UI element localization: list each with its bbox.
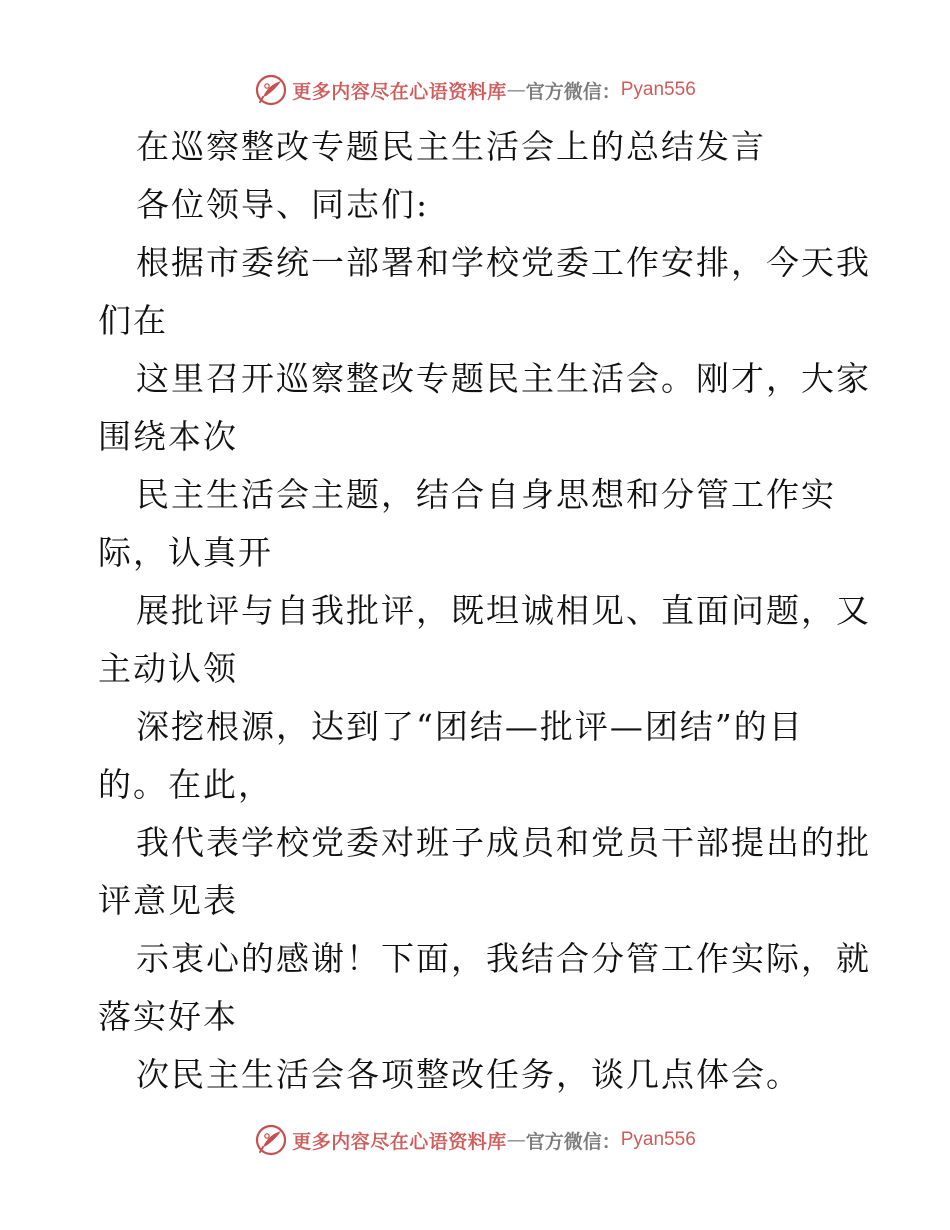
salutation: 各位领导、同志们: xyxy=(136,185,430,224)
paragraph-line: 评意见表 xyxy=(98,881,238,920)
header-separator: — xyxy=(506,79,526,101)
paragraph-line: 落实好本 xyxy=(98,997,238,1036)
paragraph-line: 民主生活会主题，结合自身思想和分管工作实 xyxy=(136,475,836,514)
footer-brand-text: 更多内容尽在心语资料库 xyxy=(292,1130,507,1153)
quill-logo-icon xyxy=(254,73,288,107)
paragraph-line: 示衷心的感谢！下面，我结合分管工作实际，就 xyxy=(136,939,871,978)
paragraph-line: 的。在此， xyxy=(98,765,273,804)
paragraph-line: 主动认领 xyxy=(98,649,238,688)
document-title: 在巡察整改专题民主生活会上的总结发言 xyxy=(136,127,766,166)
footer-wechat-label: 官方微信： xyxy=(525,1130,621,1153)
header-account-id: Pyan556 xyxy=(620,79,696,100)
footer-account-id: Pyan556 xyxy=(620,1129,696,1150)
paragraph-line: 展批评与自我批评，既坦诚相见、直面问题，又 xyxy=(136,591,871,630)
header-wechat-label: 官方微信： xyxy=(525,80,621,103)
document-body xyxy=(98,118,871,1104)
header-brand-text: 更多内容尽在心语资料库 xyxy=(292,80,507,103)
paragraph-line: 深挖根源，达到了“团结—批评—团结”的目 xyxy=(136,707,804,746)
paragraph-line: 们在 xyxy=(98,301,168,340)
paragraph-line: 我代表学校党委对班子成员和党员干部提出的批 xyxy=(136,823,871,862)
paragraph-line: 次民主生活会各项整改任务，谈几点体会。 xyxy=(136,1055,801,1094)
paragraph-line: 围绕本次 xyxy=(98,417,238,456)
footer-banner xyxy=(0,1118,950,1162)
paragraph-line: 这里召开巡察整改专题民主生活会。刚才，大家 xyxy=(136,359,871,398)
paragraph-line: 根据市委统一部署和学校党委工作安排，今天我 xyxy=(136,243,871,282)
footer-separator: — xyxy=(506,1129,526,1151)
header-banner xyxy=(0,68,950,112)
quill-logo-icon xyxy=(254,1123,288,1157)
paragraph-line: 际，认真开 xyxy=(98,533,273,572)
